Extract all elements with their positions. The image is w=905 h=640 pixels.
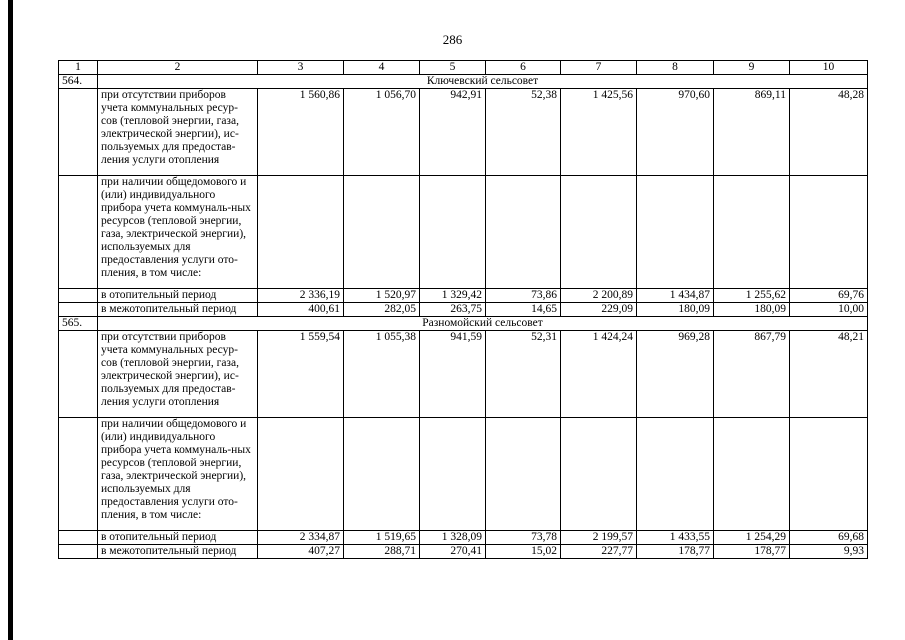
value-cell: 1 560,86 xyxy=(258,89,344,176)
empty-cell xyxy=(59,303,98,317)
value-cell: 1 424,24 xyxy=(561,331,637,418)
value-cell: 73,86 xyxy=(486,289,561,303)
value-cell: 1 434,87 xyxy=(637,289,714,303)
value-cell: 48,21 xyxy=(790,331,868,418)
value-cell: 869,11 xyxy=(714,89,790,176)
value-cell: 1 425,56 xyxy=(561,89,637,176)
value-cell xyxy=(258,418,344,531)
value-cell: 282,05 xyxy=(344,303,420,317)
empty-cell xyxy=(59,289,98,303)
value-cell: 1 433,55 xyxy=(637,531,714,545)
col-header: 6 xyxy=(486,61,561,75)
value-cell: 227,77 xyxy=(561,545,637,559)
empty-cell xyxy=(59,418,98,531)
empty-cell xyxy=(59,531,98,545)
section-number: 565. xyxy=(59,317,98,331)
value-cell xyxy=(637,176,714,289)
value-cell: 178,77 xyxy=(637,545,714,559)
value-cell: 2 199,57 xyxy=(561,531,637,545)
table-row xyxy=(59,418,868,531)
value-cell: 407,27 xyxy=(258,545,344,559)
value-cell: 2 336,19 xyxy=(258,289,344,303)
value-cell xyxy=(637,418,714,531)
value-cell: 1 520,97 xyxy=(344,289,420,303)
page-edge-bar xyxy=(8,0,13,640)
table-row xyxy=(59,531,868,545)
value-cell xyxy=(790,418,868,531)
value-cell: 1 559,54 xyxy=(258,331,344,418)
value-cell xyxy=(714,418,790,531)
value-cell: 1 329,42 xyxy=(420,289,486,303)
table-row xyxy=(59,289,868,303)
section-title: Разномойский сельсовет xyxy=(98,317,868,331)
value-cell: 263,75 xyxy=(420,303,486,317)
value-cell: 867,79 xyxy=(714,331,790,418)
table-row xyxy=(59,545,868,559)
value-cell xyxy=(486,176,561,289)
value-cell: 48,28 xyxy=(790,89,868,176)
value-cell: 400,61 xyxy=(258,303,344,317)
value-cell: 288,71 xyxy=(344,545,420,559)
value-cell: 270,41 xyxy=(420,545,486,559)
value-cell: 1 519,65 xyxy=(344,531,420,545)
value-cell xyxy=(486,418,561,531)
col-header: 1 xyxy=(59,61,98,75)
table-row xyxy=(59,331,868,418)
value-cell xyxy=(344,418,420,531)
value-cell: 942,91 xyxy=(420,89,486,176)
value-cell: 52,31 xyxy=(486,331,561,418)
col-header: 8 xyxy=(637,61,714,75)
value-cell: 69,68 xyxy=(790,531,868,545)
value-cell: 2 334,87 xyxy=(258,531,344,545)
empty-cell xyxy=(59,545,98,559)
value-cell: 2 200,89 xyxy=(561,289,637,303)
value-cell: 178,77 xyxy=(714,545,790,559)
tariff-table xyxy=(58,60,868,559)
value-cell: 180,09 xyxy=(714,303,790,317)
value-cell: 1 254,29 xyxy=(714,531,790,545)
col-header: 5 xyxy=(420,61,486,75)
col-header: 3 xyxy=(258,61,344,75)
value-cell: 970,60 xyxy=(637,89,714,176)
value-cell: 180,09 xyxy=(637,303,714,317)
value-cell: 969,28 xyxy=(637,331,714,418)
row-description: при отсутствии приборов учета коммунальных ресур-сов (тепловой энергии, газа, электрической энергии), ис-пользуемых для предостав-ления услуги отопления xyxy=(98,89,258,176)
row-description: в отопительный период xyxy=(98,531,258,545)
table-row xyxy=(59,176,868,289)
value-cell xyxy=(420,176,486,289)
table-row xyxy=(59,303,868,317)
value-cell: 1 328,09 xyxy=(420,531,486,545)
value-cell: 1 056,70 xyxy=(344,89,420,176)
value-cell: 14,65 xyxy=(486,303,561,317)
col-header: 9 xyxy=(714,61,790,75)
value-cell xyxy=(790,176,868,289)
col-header: 10 xyxy=(790,61,868,75)
value-cell: 10,00 xyxy=(790,303,868,317)
value-cell: 69,76 xyxy=(790,289,868,303)
value-cell xyxy=(258,176,344,289)
table-row xyxy=(59,89,868,176)
value-cell: 229,09 xyxy=(561,303,637,317)
value-cell xyxy=(714,176,790,289)
row-description: при наличии общедомового и (или) индивидуального прибора учета коммуналь-ных ресурсов (тепловой энергии, газа, электрической энергии), используемых для предоставления услуги ото-пления, в том числе: xyxy=(98,176,258,289)
value-cell xyxy=(344,176,420,289)
page-number: 286 xyxy=(442,32,463,47)
value-cell xyxy=(420,418,486,531)
value-cell: 73,78 xyxy=(486,531,561,545)
empty-cell xyxy=(59,89,98,176)
section-number: 564. xyxy=(59,75,98,89)
section-row xyxy=(59,317,868,331)
row-description: в межотопительный период xyxy=(98,545,258,559)
section-row xyxy=(59,75,868,89)
value-cell: 9,93 xyxy=(790,545,868,559)
col-header: 2 xyxy=(98,61,258,75)
empty-cell xyxy=(59,176,98,289)
value-cell: 941,59 xyxy=(420,331,486,418)
value-cell xyxy=(561,418,637,531)
value-cell: 1 255,62 xyxy=(714,289,790,303)
value-cell xyxy=(561,176,637,289)
row-description: в межотопительный период xyxy=(98,303,258,317)
empty-cell xyxy=(59,331,98,418)
row-description: при отсутствии приборов учета коммунальных ресур-сов (тепловой энергии, газа, электрической энергии), ис-пользуемых для предостав-ления услуги отопления xyxy=(98,331,258,418)
row-description: в отопительный период xyxy=(98,289,258,303)
section-title: Ключевский сельсовет xyxy=(98,75,868,89)
value-cell: 1 055,38 xyxy=(344,331,420,418)
header-row xyxy=(59,61,868,75)
col-header: 4 xyxy=(344,61,420,75)
row-description: при наличии общедомового и (или) индивидуального прибора учета коммуналь-ных ресурсов (тепловой энергии, газа, электрической энергии), используемых для предоставления услуги ото-пления, в том числе: xyxy=(98,418,258,531)
value-cell: 52,38 xyxy=(486,89,561,176)
value-cell: 15,02 xyxy=(486,545,561,559)
col-header: 7 xyxy=(561,61,637,75)
